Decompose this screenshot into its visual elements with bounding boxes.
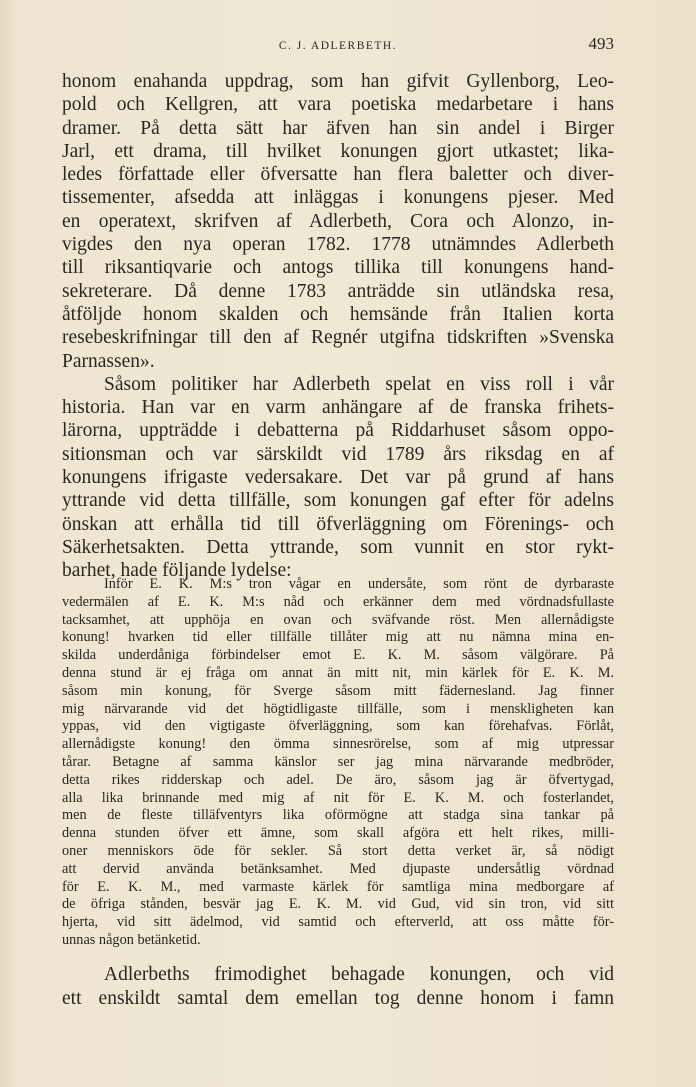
text-line: Säkerhetsakten. Detta yttrande, som vunnit en stor rykt- [62,536,614,558]
quote-line: skilda underdåniga förbindelser emot E. K. M. såsom välgörare. På [62,647,614,664]
quote-line: denna stund är ej fråga om annat än mitt nit, min kärlek för E. K. M. [62,664,614,681]
quote-line: konung! hvarken tid eller tillfälle tillåter mig att nu nämna mina en- [62,629,614,646]
text-line: lärorna, uppträdde i debatterna på Riddarhuset såsom oppo- [62,420,614,442]
text-line: sekreterare. Då denne 1783 anträdde sin utländska resa, [62,280,614,302]
running-title: C. J. ADLERBETH. [278,40,398,52]
quote-line: unnas någon betänketid. [62,931,201,948]
text-line: pold och Kellgren, att vara poetiska medarbetare i hans [62,94,614,116]
text-line: honom enahanda uppdrag, som han gifvit Gyllenborg, Leo- [62,71,614,92]
text-line: Såsom politiker har Adlerbeth spelat en viss roll i vår [104,373,614,395]
quote-line: hjerta, vid sitt ädelmod, vid samtid och efterverld, att oss måtte för- [62,914,614,931]
quote-line: detta rikes ridderskap och adel. De äro, såsom jag är öfvertygad, [62,771,614,788]
paragraph-2 [62,373,614,583]
running-head [62,34,614,58]
main-text [62,70,614,583]
block-quote [62,576,614,950]
quote-line: men de fleste tilläfventyrs lika oförmögne att stadga sina tankar på [62,807,614,824]
text-line: en operatext, skrifven af Adlerbeth, Cora och Alonzo, in- [62,210,614,232]
quote-line: tårar. Betagne af samma känslor ser jag mina närvarande medbröder, [62,753,614,770]
quote-line: för E. K. M., med varmaste kärlek för samtliga mina medborgare af [62,878,614,895]
text-line: resebeskrifningar till den af Regnér utgifna tidskriften »Svenska [62,327,614,349]
quote-line: de öfriga stånden, besvär jag E. K. M. vid Gud, vid sin tron, vid sitt [62,896,614,913]
page-number: 493 [588,34,614,53]
text-line: historia. Han var en varm anhängare af de franska frihets- [62,397,614,419]
text-line: Jarl, ett drama, till hvilket konungen gjort utkastet; lika- [62,140,614,162]
text-line: åtföljde honom skalden och hemsände från Italien korta [62,303,614,325]
text-line: barhet, hade följande lydelse: [62,560,292,582]
text-line: önskan att erhålla tid till öfverläggning om Förenings- och [62,513,614,535]
text-line: ledes författade eller öfversatte han flera baletter och diver- [62,164,614,186]
quote-line: såsom min konung, för Sverge såsom mitt fädernesland. Jag finner [62,682,614,699]
text-line: tissementer, afsedda att inläggas i konungens pjeser. Med [62,187,614,209]
quote-line: mig närvarande vid det högtidligaste tillfälle, som i menskligheten kan [62,700,614,717]
text-line: till riksantiqvarie och antogs tillika till konungens hand- [62,257,614,279]
paragraph-1 [62,70,614,373]
text-line: ett enskildt samtal dem emellan tog denne honom i famn [62,987,614,1009]
quote-line: tacksamhet, att upphöja en ovan och sväfvande röst. Men allernådigste [62,611,614,628]
text-line: Parnassen». [62,350,155,372]
text-line: dramer. På detta sätt har äfven han sin andel i Birger [62,117,614,139]
quote-line: vedermälen af E. K. M:s nåd och erkänner dem med vördnadsfullaste [62,593,614,610]
quote-line: alla lika brinnande med mig af nit för E. K. M. och fosterlandet, [62,789,614,806]
closing-paragraph [62,963,614,1010]
quote-line: oner menniskors öde för sekler. Så stort detta verket är, så nödigt [62,842,614,859]
text-line: konungens ifrigaste vedersakare. Det var på grund af hans [62,467,614,489]
text-line: vigdes den nya operan 1782. 1778 utnämndes Adlerbeth [62,234,614,256]
text-line: yttrande vid detta tillfälle, som konungen gaf efter för adelns [62,490,614,512]
quote-line: allernådigste konung! den ömma sinnesrörelse, som af mig utpressar [62,736,614,753]
text-line: Adlerbeths frimodighet behagade konungen, och vid [104,964,614,985]
text-line: sitionsman och var särskildt vid 1789 års riksdag en af [62,443,614,465]
quote-line: denna stunden öfver ett ämne, som skall afgöra ett helt rikes, milli- [62,825,614,842]
quote-line: Inför E. K. M:s tron vågar en undersåte, som rönt de dyrbaraste [104,576,614,592]
quote-line: yppas, vid den vigtigaste öfverläggning, som kan förehafvas. Förlåt, [62,718,614,735]
quote-line: att dervid använda betänksamhet. Med djupaste undersåtlig vördnad [62,860,614,877]
